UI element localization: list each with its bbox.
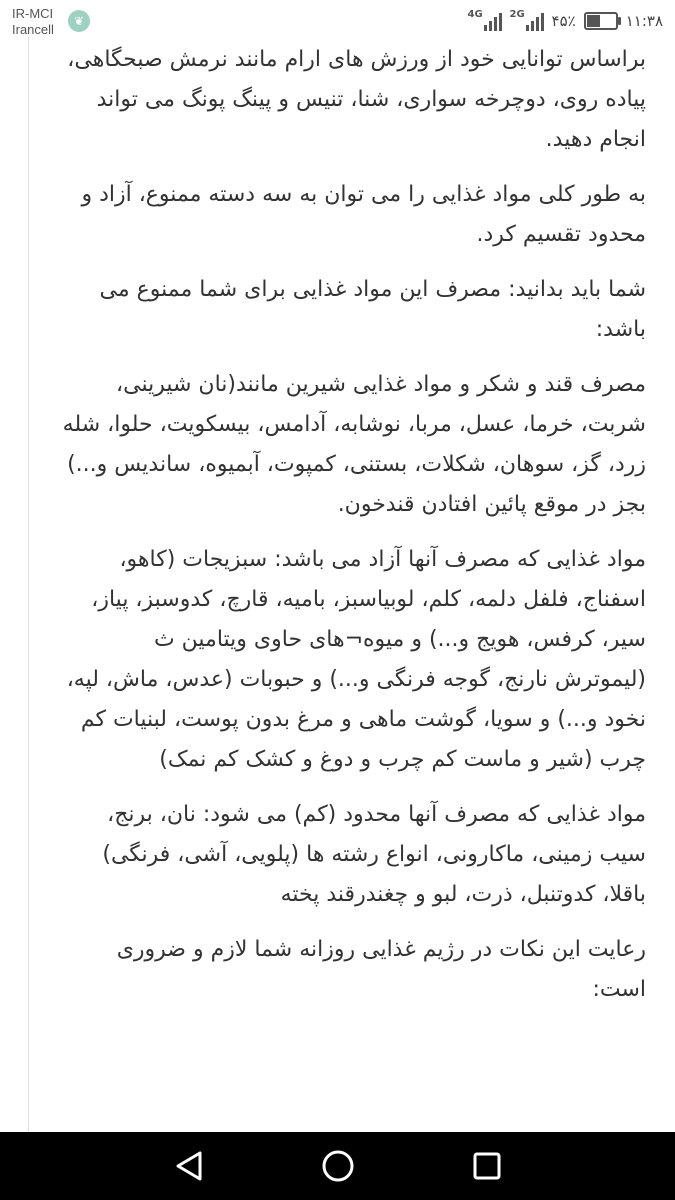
carrier-primary: IR-MCI [12,6,54,21]
signal-4g-icon [468,11,502,31]
square-recent-icon [470,1149,504,1183]
signal-2g-icon [510,11,544,31]
battery-fill [587,15,601,27]
clock: ۱۱:۳۸ [625,12,663,30]
paragraph-exercise: براساس توانایی خود از ورزش های ارام مانند نرمش صبحگاهی، پیاده روی، دوچرخه سواری، شنا، تنیس و پینگ پونگ می تواند انجام دهید. [67,47,646,152]
network-2g-label: 2G [509,9,525,20]
paragraph-forbidden-intro: شما باید بدانید: مصرف این مواد غذایی برای شما ممنوع می باشد: [99,277,646,342]
paragraph-limited-foods: مواد غذایی که مصرف آنها محدود (کم) می شود: نان، برنج، سیب زمینی، ماکارونی، انواع رشته ها (پلویی، آشی، فرنگی) باقلا، کدوتنبل، ذرت، لبو و چغندرقند پخته [102,802,646,907]
battery-icon [584,12,618,30]
status-indicators [468,6,663,36]
carrier-secondary: Irancell [12,22,54,37]
leaf-notification-icon: ❦ [68,10,90,32]
recent-apps-button[interactable] [469,1148,505,1184]
paragraph-food-categories: به طور کلی مواد غذایی را می توان به سه دسته ممنوع، آزاد و محدود تقسیم کرد. [81,182,646,247]
paragraph-tips-intro: رعایت این نکات در رژیم غذایی روزانه شما لازم و ضروری است: [116,937,646,1002]
paragraph-free-foods: مواد غذایی که مصرف آنها آزاد می باشد: سبزیجات (کاهو، اسفناج، فلفل دلمه، کلم، لوبیاسبز، بامیه، قارچ، کدوسبز، پیاز، سیر، کرفس، هویج و...) و میوه¬های حاوی ویتامین ث (لیموترش نارنج، گوجه فرنگی و...) و حبوبات (عدس، ماش، لپه، نخود و...) و سویا، گوشت ماهی و مرغ بدون پوست، لبنیات کم چرب (شیر و ماست کم چرب و دوغ و کشک کم نمک) [66,547,646,772]
back-button[interactable] [171,1148,207,1184]
triangle-back-icon [172,1149,206,1183]
network-4g-label: 4G [467,9,483,20]
carrier-label [12,6,54,38]
navigation-bar [0,1132,675,1200]
paragraph-forbidden-foods: مصرف قند و شکر و مواد غذایی شیرین مانند(نان شیرینی، شربت، خرما، عسل، مربا، نوشابه، آدامس، بیسکویت، حلوا، شله زرد، گز، سوهان، شکلات، بستنی، کمپوت، آبمیوه، ساندیس و...) بجز در موقع پائین افتادن قندخون. [62,372,646,517]
circle-home-icon [321,1149,355,1183]
article-body [29,36,656,1010]
article-content [28,36,656,1132]
battery-percent: ۴۵٪ [551,12,576,30]
home-button[interactable] [320,1148,356,1184]
